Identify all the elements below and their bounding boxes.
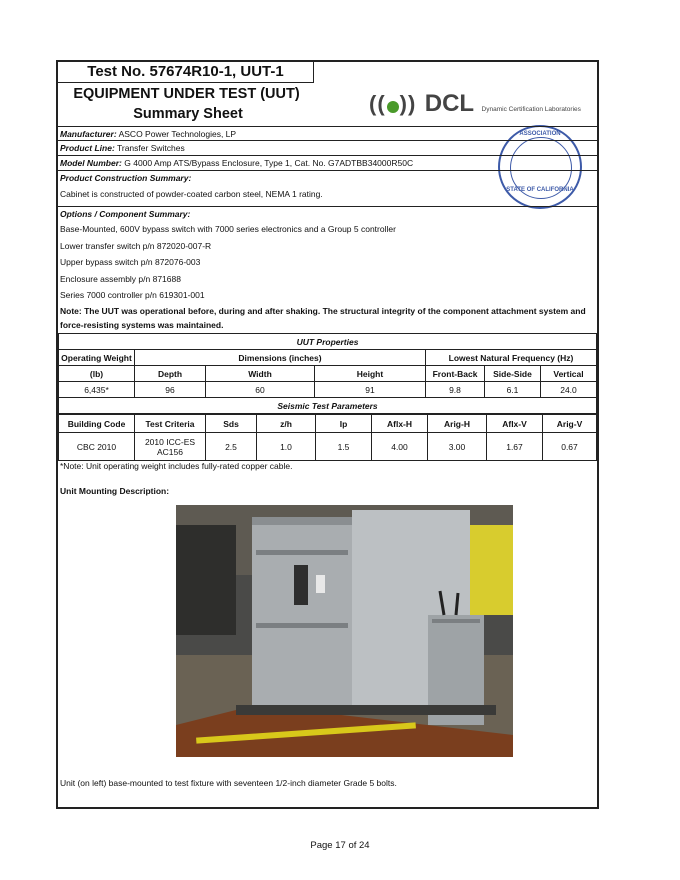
manufacturer-label: Manufacturer: <box>60 129 117 139</box>
seismic-parameters-table <box>58 414 597 461</box>
mounting-description: Unit (on left) base-mounted to test fixture with seventeen 1/2-inch diameter Grade 5 bolts. <box>60 778 397 788</box>
option-item: Base-Mounted, 600V bypass switch with 7000 series electronics and a Group 5 controller <box>60 224 396 234</box>
seismic-value: 1.5 <box>316 433 372 461</box>
weight-unit-header: (lb) <box>59 366 135 382</box>
operating-weight-header: Operating Weight <box>59 350 135 366</box>
side-side-value: 6.1 <box>485 382 541 398</box>
option-item: Enclosure assembly p/n 871688 <box>60 273 181 284</box>
vertical-header: Vertical <box>541 366 597 382</box>
mounting-label: Unit Mounting Description: <box>60 486 170 496</box>
seismic-header: z/h <box>257 415 316 433</box>
depth-header: Depth <box>135 366 206 382</box>
product-line-value: Transfer Switches <box>117 143 185 153</box>
page-number: Page 17 of 24 <box>310 840 370 851</box>
seal-bottom-text: STATE OF CALIFORNIA <box>506 187 574 193</box>
option-item: Lower transfer switch p/n 872020-007-R <box>60 240 212 251</box>
front-back-value: 9.8 <box>426 382 485 398</box>
construction-value: Cabinet is constructed of powder-coated carbon steel, NEMA 1 rating. <box>60 189 323 199</box>
depth-value: 96 <box>135 382 206 398</box>
dcl-logo: (( )) DCL Dynamic Certification Laboratories <box>369 90 581 117</box>
seal-top-text: ASSOCIATION <box>519 131 561 137</box>
seismic-value: CBC 2010 <box>59 433 135 461</box>
width-value: 60 <box>206 382 315 398</box>
option-item: Series 7000 controller p/n 619301-001 <box>60 290 205 300</box>
front-back-header: Front-Back <box>426 366 485 382</box>
model-row <box>58 155 597 170</box>
options-label: Options / Component Summary: <box>60 209 191 219</box>
product-line-row <box>58 140 597 155</box>
construction-label: Product Construction Summary: <box>60 173 192 183</box>
green-dot-icon <box>387 101 399 113</box>
seismic-header: Arig-V <box>543 415 597 433</box>
option-item: Upper bypass switch p/n 872076-003 <box>60 257 201 267</box>
uut-properties-table <box>58 333 597 414</box>
construction-row <box>58 170 597 206</box>
product-line-label: Product Line: <box>60 143 115 153</box>
width-header: Width <box>206 366 315 382</box>
seismic-value: 1.0 <box>257 433 316 461</box>
weight-value: 6,435* <box>59 382 135 398</box>
seismic-value: 0.67 <box>543 433 597 461</box>
seismic-value: 3.00 <box>428 433 487 461</box>
unit-photo <box>176 505 513 757</box>
manufacturer-row <box>58 126 597 141</box>
seismic-value: 4.00 <box>372 433 428 461</box>
logo-subtitle: Dynamic Certification Laboratories <box>481 106 581 113</box>
properties-title: UUT Properties <box>59 334 597 350</box>
vertical-value: 24.0 <box>541 382 597 398</box>
logo-text: DCL <box>424 90 475 117</box>
side-side-header: Side-Side <box>485 366 541 382</box>
seismic-value: 2010 ICC-ES AC156 <box>135 433 206 461</box>
seismic-header: Aflx-V <box>487 415 543 433</box>
seismic-header: Test Criteria <box>135 415 206 433</box>
frequency-header: Lowest Natural Frequency (Hz) <box>426 350 597 366</box>
model-value: G 4000 Amp ATS/Bypass Enclosure, Type 1, Cat. No. G7ADTBB34000R50C <box>124 158 414 168</box>
seismic-header: Arig-H <box>428 415 487 433</box>
model-label: Model Number: <box>60 158 122 168</box>
dimensions-header: Dimensions (inches) <box>135 350 426 366</box>
seismic-value: 1.67 <box>487 433 543 461</box>
summary-sheet-frame <box>56 60 599 809</box>
signal-icon: (( <box>369 91 386 116</box>
seismic-header: Aflx-H <box>372 415 428 433</box>
sheet-subtitle: Summary Sheet <box>133 106 243 122</box>
weight-note: *Note: Unit operating weight includes fully-rated copper cable. <box>60 461 293 471</box>
height-value: 91 <box>315 382 426 398</box>
options-row <box>58 206 597 302</box>
sheet-title: EQUIPMENT UNDER TEST (UUT) <box>73 86 300 102</box>
title-block <box>58 62 315 128</box>
seismic-title: Seismic Test Parameters <box>59 398 597 414</box>
height-header: Height <box>315 366 426 382</box>
seismic-value: 2.5 <box>206 433 257 461</box>
manufacturer-value: ASCO Power Technologies, LP <box>118 129 237 139</box>
seismic-header: Sds <box>206 415 257 433</box>
test-number: Test No. 57674R10-1, UUT-1 <box>58 62 314 83</box>
seismic-header: Building Code <box>59 415 135 433</box>
operational-note: Note: The UUT was operational before, during and after shaking. The structural integrity of the component attachment system and force-resisting systems was maintained. <box>60 306 586 330</box>
seismic-header: Ip <box>316 415 372 433</box>
